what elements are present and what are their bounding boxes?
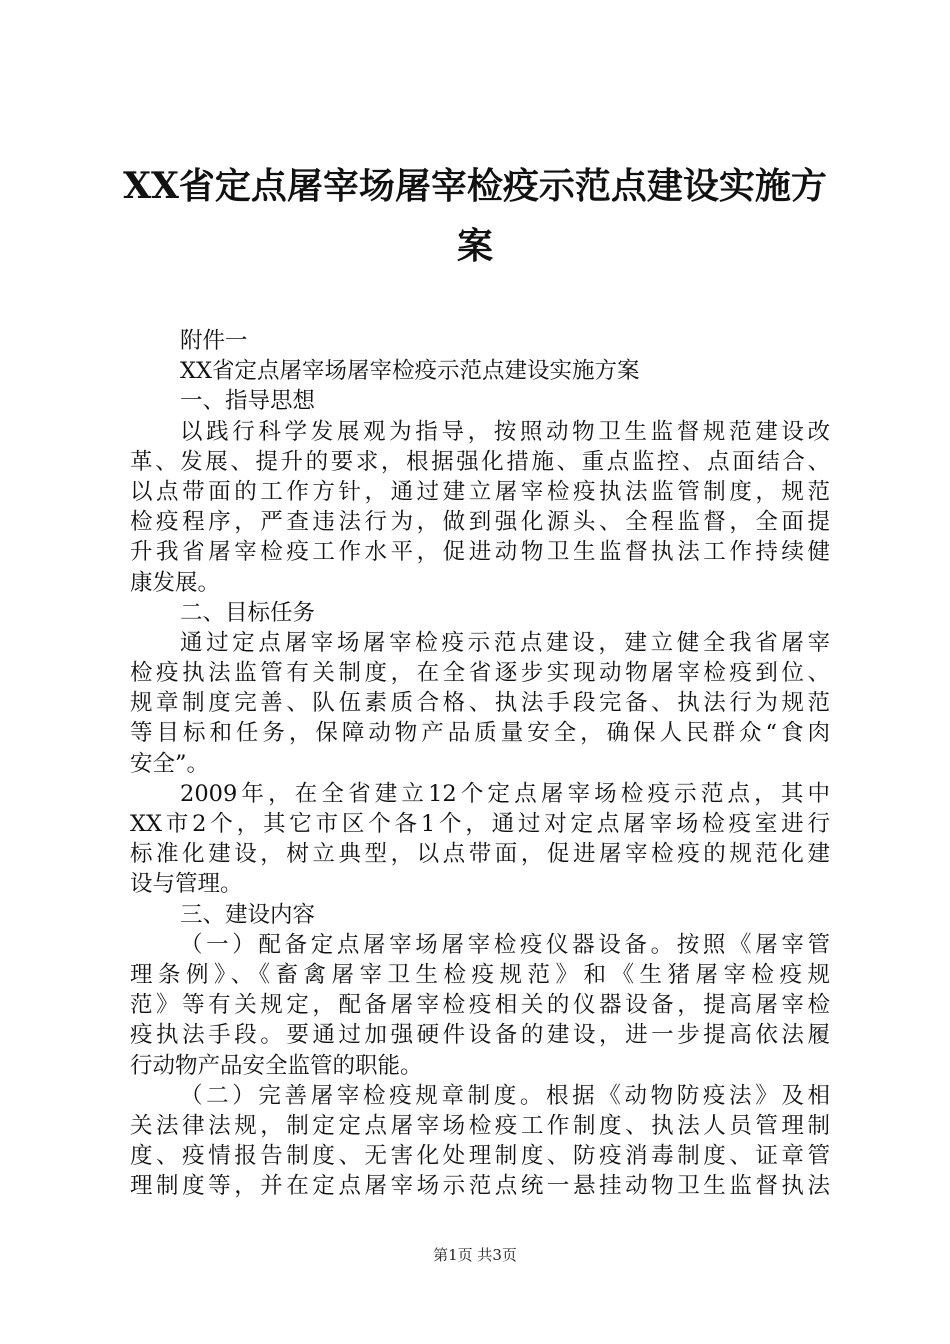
document-title: XX省定点屠宰场屠宰检疫示范点建设实施方 bbox=[123, 165, 827, 207]
text-line: 以点带面的工作方针，通过建立屠宰检疫执法监管制度，规范 bbox=[130, 478, 830, 505]
text-line: 康发展。 bbox=[130, 569, 221, 596]
text-line: 标准化建设，树立典型，以点带面，促进屠宰检疫的规范化建 bbox=[130, 841, 830, 868]
text-line: 关法律法规，制定定点屠宰场检疫工作制度、执法人员管理制 bbox=[130, 1112, 830, 1139]
text-line: 理制度等，并在定点屠宰场示范点统一悬挂动物卫生监督执法 bbox=[130, 1173, 830, 1200]
text-line: 革、发展、提升的要求，根据强化措施、重点监控、点面结合、 bbox=[130, 448, 830, 475]
text-line: 附件一 bbox=[180, 328, 248, 354]
text-line: 三、建设内容 bbox=[180, 901, 316, 928]
text-line: 行动物产品安全监管的职能。 bbox=[130, 1052, 423, 1079]
text-line: 设与管理。 bbox=[130, 871, 243, 898]
text-line: （一）配备定点屠宰场屠宰检疫仪器设备。按照《屠宰管 bbox=[180, 931, 830, 958]
text-line: 以践行科学发展观为指导，按照动物卫生监督规范建设改 bbox=[180, 418, 830, 445]
text-line: XX省定点屠宰场屠宰检疫示范点建设实施方案 bbox=[180, 358, 640, 385]
text-line: 理条例》、《畜禽屠宰卫生检疫规范》和《生猪屠宰检疫规 bbox=[130, 961, 830, 988]
text-line: 检疫程序，严查违法行为，做到强化源头、全程监督，全面提 bbox=[130, 509, 830, 536]
text-line: 升我省屠宰检疫工作水平，促进动物卫生监督执法工作持续健 bbox=[130, 539, 830, 566]
text-line: 二、目标任务 bbox=[180, 599, 316, 626]
text-line: 检疫执法监管有关制度，在全省逐步实现动物屠宰检疫到位、 bbox=[130, 660, 830, 687]
text-line: 度、疫情报告制度、无害化处理制度、防疫消毒制度、证章管 bbox=[130, 1143, 830, 1170]
text-line: 规章制度完善、队伍素质合格、执法手段完备、执法行为规范 bbox=[130, 690, 830, 717]
text-line: 通过定点屠宰场屠宰检疫示范点建设，建立健全我省屠宰 bbox=[180, 629, 830, 656]
text-line: 疫执法手段。要通过加强硬件设备的建设，进一步提高依法履 bbox=[130, 1022, 830, 1049]
text-line: XX市2个，其它市区个各1个，通过对定点屠宰场检疫室进行 bbox=[130, 811, 830, 837]
text-line: 等目标和任务，保障动物产品质量安全，确保人民群众“食肉 bbox=[130, 720, 830, 747]
text-line: （二）完善屠宰检疫规章制度。根据《动物防疫法》及相 bbox=[180, 1082, 830, 1109]
text-line: 安全”。 bbox=[130, 750, 210, 777]
text-line: 一、指导思想 bbox=[180, 388, 316, 415]
document-title-continued: 案 bbox=[456, 225, 493, 267]
text-line: 范》等有关规定，配备屠宰检疫相关的仪器设备，提高屠宰检 bbox=[130, 992, 830, 1019]
text-line: 2009年，在全省建立12个定点屠宰场检疫示范点，其中 bbox=[180, 780, 830, 807]
document-body bbox=[130, 326, 830, 1201]
page-footer: 第1页 共3页 bbox=[433, 1246, 517, 1264]
